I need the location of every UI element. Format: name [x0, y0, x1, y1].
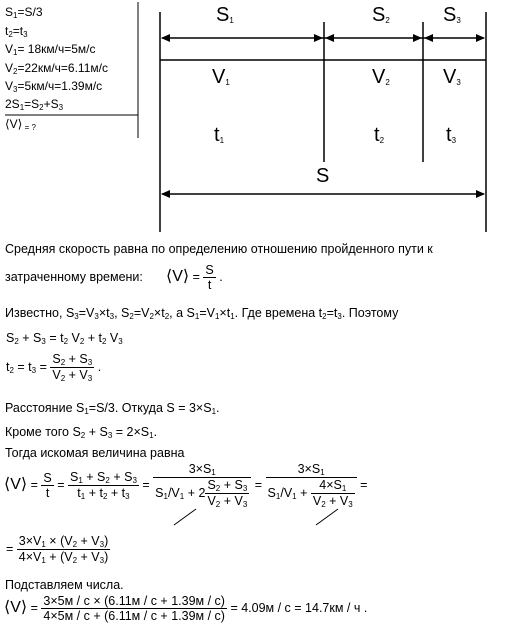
given-line-3: $V_1= 18км/ч=5м/с$	[5, 42, 96, 57]
paragraph-besides: Кроме того $S_2 + S_3 = 2\times S_1$.	[5, 425, 158, 440]
given-line-1: $S_1=S/3$	[5, 5, 43, 20]
paragraph-substitute: Подставляем числа.	[5, 578, 124, 592]
formula-definition: ⟨V⟩ = $\frac{S}{t}$ .	[166, 263, 223, 292]
label-t2: $t_2$	[374, 124, 385, 146]
paragraph-distance: Расстояние $S_1=S/3$. Откуда $S = 3\times S_1$.	[5, 401, 220, 416]
formula-time: $t_2 = t_3$ = $\frac{S_2 + S_3}{V_2 + V_3}$ .	[6, 352, 102, 383]
label-s1: $S_1$	[216, 4, 234, 26]
given-line-7: ⟨V⟩ $_{= ?}$	[5, 117, 36, 132]
label-v3: $V_3$	[443, 66, 461, 88]
label-s-total: S	[316, 165, 330, 187]
label-v1: $V_1$	[212, 66, 230, 88]
given-line-2: $t_2=t_3$	[5, 24, 28, 39]
paragraph-known: Известно, $S_3=V_3\times t_3$, $S_2=V_2\times t_2$, а $S_1=V_1\times t_1$. Где времена $t_2=t_3$. Поэтому	[5, 306, 399, 321]
paragraph-definition-2: затраченному времени:	[5, 270, 143, 284]
formula-main: ⟨V⟩ = $\frac{S}{t}$ = $\frac{S_1 + S_2 + S_3}{t_1 + t_2 + t_3}$ = $3\times S_1$ $S_1/V_1 + 2$ $\frac{S_2 + S_3}{V_2 + V_3}$ = $3\times S_1$ $S_1/V_1$ + $\frac{4\times S_1}{V_2 + V_3}$ =	[4, 462, 368, 509]
paragraph-then: Тогда искомая величина равна	[5, 446, 185, 460]
given-line-4: $V_2=22км/ч=6.11м/с$	[5, 61, 108, 76]
label-t3: $t_3$	[446, 124, 457, 146]
formula-result: = $\frac{3\times V_1 \times (V_2 + V_3)}{4\times V_1 + (V_2 + V_3)}$	[6, 534, 109, 565]
formula-sum: $S_2 + S_3 = t_2$ $V_2 + t_2$ $V_3$	[6, 331, 123, 346]
paragraph-definition: Средняя скорость равна по определению отношению пройденного пути к	[5, 242, 433, 256]
given-line-6: $2S_1=S_2+S_3$	[5, 97, 64, 112]
label-s2: $S_2$	[372, 4, 390, 26]
label-t1: $t_1$	[214, 124, 225, 146]
label-s3: $S_3$	[443, 4, 461, 26]
formula-numeric: ⟨V⟩ = $\frac{3\times 5м / с \times (6.11м / с + 1.39м / с)}{4\times 5м / с + (6.11м / с + 1.39м / с)}$ = 4.09м / с = 14.7км / ч .	[4, 594, 368, 623]
label-v2: $V_2$	[372, 66, 390, 88]
given-line-5: $V_3=5км/ч=1.39м/с$	[5, 79, 103, 94]
